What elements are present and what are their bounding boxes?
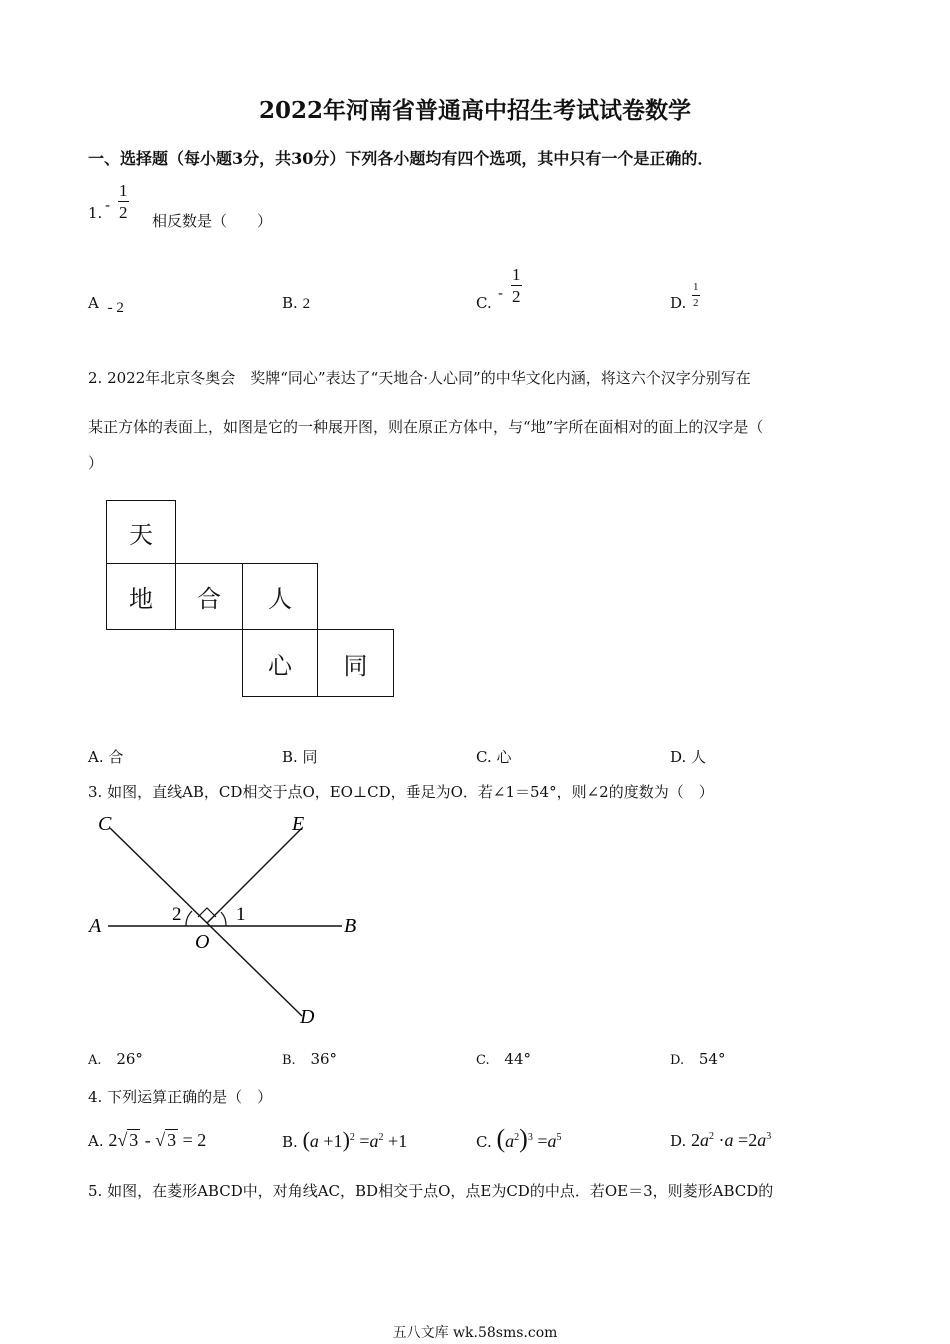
line-eo bbox=[207, 828, 302, 923]
q3-option-c[interactable] bbox=[476, 1050, 531, 1068]
label-d: D bbox=[300, 1006, 315, 1028]
net-cell: 人 bbox=[242, 563, 318, 630]
option-label: C. bbox=[476, 294, 492, 312]
label-o: O bbox=[195, 931, 210, 953]
q1-option-a[interactable] bbox=[88, 294, 124, 316]
fraction-numerator: 1 bbox=[512, 265, 521, 284]
label-angle-2: 2 bbox=[172, 904, 182, 925]
option-label: B. bbox=[282, 294, 298, 312]
fraction bbox=[511, 266, 522, 305]
option-label: A. bbox=[88, 1053, 102, 1068]
option-label: D. bbox=[670, 294, 687, 312]
q1-option-c[interactable] bbox=[476, 266, 546, 316]
section-heading: 一、选择题（每小题3分，共30分）下列各小题均有四个选项，其中只有一个是正确的． bbox=[88, 149, 714, 168]
question-5: 5. 如图，在菱形ABCD中，对角线AC，BD相交于点O，点E为CD的中点．若OE＝3，则菱形ABCD的 bbox=[88, 1182, 774, 1200]
fraction bbox=[692, 282, 700, 309]
q3-option-a[interactable] bbox=[88, 1050, 143, 1068]
option-value: 36° bbox=[310, 1050, 338, 1068]
angle-1-arc bbox=[221, 912, 226, 926]
q4-option-c[interactable] bbox=[476, 1124, 562, 1154]
q2-option-d[interactable]: D. 人 bbox=[670, 748, 707, 766]
fraction bbox=[118, 182, 129, 221]
q1-option-d[interactable] bbox=[670, 282, 720, 318]
label-c: C bbox=[98, 813, 112, 835]
angle-2-arc bbox=[186, 911, 192, 926]
net-cell: 天 bbox=[106, 500, 176, 564]
q3-option-b[interactable] bbox=[282, 1050, 337, 1068]
fraction-denominator: 2 bbox=[693, 297, 699, 309]
q4-option-d[interactable] bbox=[670, 1130, 771, 1151]
formula: $(a +1)^2 =a^2 +1$ bbox=[302, 1127, 408, 1152]
option-label: B. bbox=[282, 1053, 296, 1068]
formula: $(a^2)^3 =a^5$ bbox=[496, 1124, 562, 1153]
option-value: 44° bbox=[504, 1050, 531, 1068]
option-value: - 2 bbox=[107, 300, 124, 316]
q2-option-c[interactable]: C. 心 bbox=[476, 748, 512, 766]
q4-option-b[interactable] bbox=[282, 1127, 407, 1153]
right-angle-mark bbox=[198, 908, 216, 917]
option-label: A. bbox=[88, 1132, 104, 1150]
option-label: D. bbox=[670, 1053, 685, 1068]
question-2-line3: ） bbox=[88, 454, 104, 472]
label-a: A bbox=[89, 915, 102, 937]
q4-option-a[interactable] bbox=[88, 1130, 206, 1151]
question-text: 相反数是（ ） bbox=[152, 212, 273, 230]
option-label: D. bbox=[670, 1132, 687, 1150]
option-label: C. bbox=[476, 1133, 492, 1151]
fraction-numerator: 1 bbox=[693, 281, 699, 293]
footer-watermark: 五八文库 wk.58sms.com bbox=[392, 1325, 558, 1341]
formula: $2a^2 \cdot a =2a^3$ bbox=[691, 1130, 772, 1150]
label-angle-1: 1 bbox=[236, 904, 246, 925]
fraction-denominator: 2 bbox=[512, 287, 521, 306]
q1-option-b[interactable] bbox=[282, 294, 310, 313]
q2-option-b[interactable]: B. 同 bbox=[282, 748, 318, 766]
option-label: B. bbox=[282, 1133, 298, 1151]
net-cell: 合 bbox=[175, 563, 243, 630]
q3-option-d[interactable] bbox=[670, 1050, 725, 1068]
label-b: B bbox=[344, 915, 357, 937]
option-label: A bbox=[88, 294, 99, 312]
q2-option-a[interactable]: A. 合 bbox=[88, 748, 124, 766]
label-e: E bbox=[292, 813, 305, 835]
angle-diagram bbox=[80, 808, 380, 1033]
question-number: 1. bbox=[88, 204, 103, 222]
option-label: C. bbox=[476, 1053, 490, 1068]
fraction-sign: - bbox=[498, 284, 504, 302]
page-title: 2022年河南省普通高中招生考试试卷数学 bbox=[258, 97, 691, 124]
net-cell: 同 bbox=[317, 629, 394, 697]
net-cell: 心 bbox=[242, 629, 318, 697]
question-1 bbox=[88, 181, 273, 230]
fraction-sign: - bbox=[105, 196, 111, 214]
question-3: 3. 如图，直线AB，CD相交于点O，EO⊥CD，垂足为O．若∠1＝54°，则∠2的度数为（ ） bbox=[88, 783, 714, 801]
fraction-denominator: 2 bbox=[119, 203, 128, 222]
question-2-line2: 某正方体的表面上，如图是它的一种展开图，则在原正方体中，与“地”字所在面相对的面上的汉字是（ bbox=[88, 418, 764, 436]
fraction-numerator: 1 bbox=[119, 181, 128, 200]
question-4: 4. 下列运算正确的是（ ） bbox=[88, 1088, 273, 1106]
option-value: 26° bbox=[116, 1050, 143, 1068]
question-2-line1: 2. 2022年北京冬奥会 奖牌“同心”表达了“天地合·人心同”的中华文化内涵，将这六个汉字分别写在 bbox=[88, 369, 751, 387]
option-value: 54° bbox=[698, 1050, 726, 1068]
option-value: 2 bbox=[302, 296, 311, 312]
net-cell: 地 bbox=[106, 563, 176, 630]
formula: 2√ 3 - √ 3 = 2 bbox=[108, 1130, 207, 1150]
